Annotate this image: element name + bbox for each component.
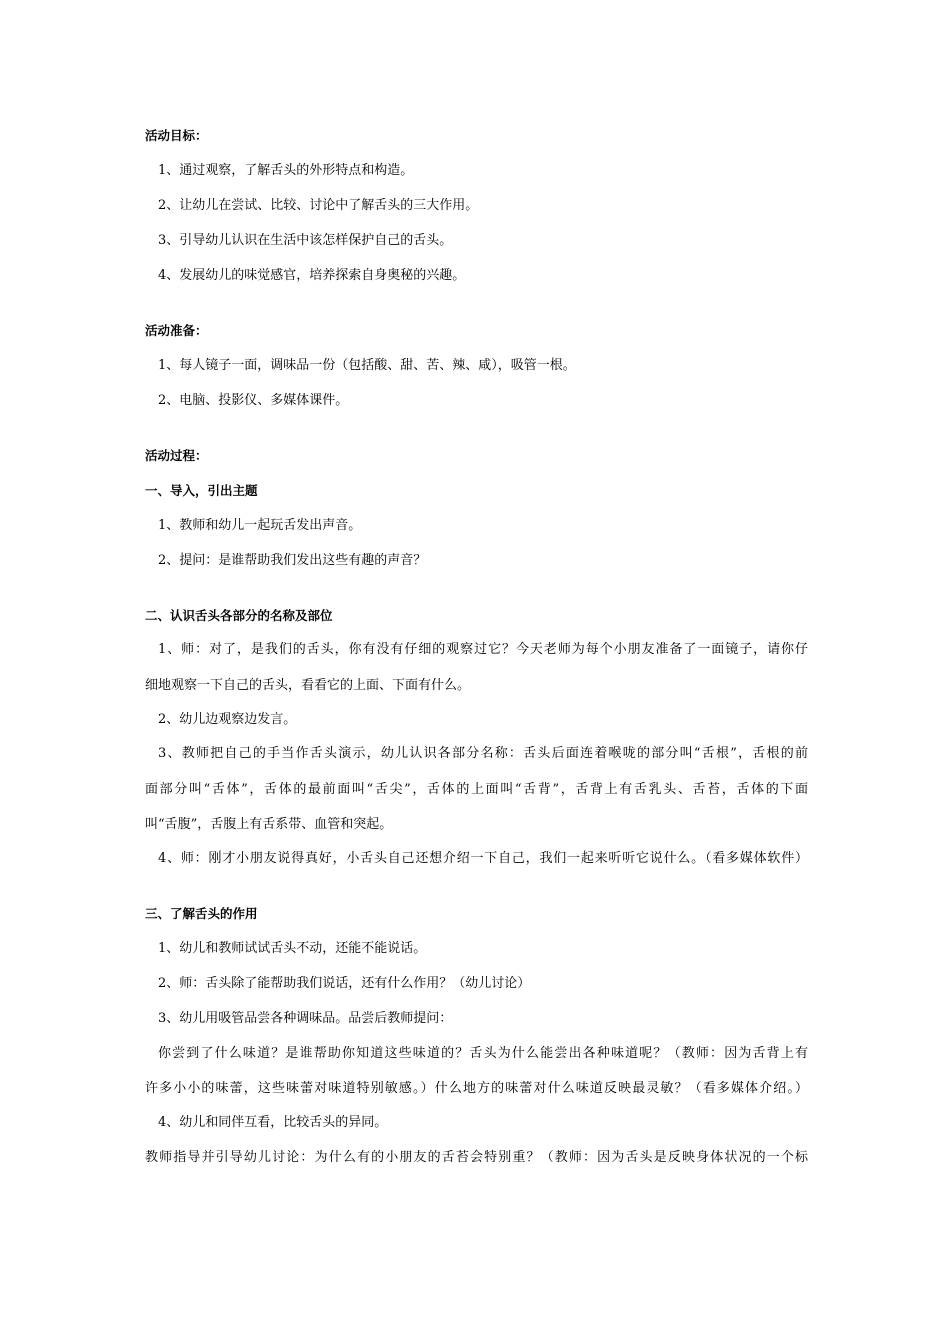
section-2-para-3-line-2: 面部分叫“舌体”，舌体的最前面叫“舌尖”，舌体的上面叫“舌背”，舌背上有舌乳头、舌苔，舌体的下面: [145, 782, 808, 797]
section-3-para-2: 2、师：舌头除了能帮助我们说话，还有什么作用？（幼儿讨论）: [158, 976, 531, 991]
section-2-para-4: 4、师：刚才小朋友说得真好，小舌头自己还想介绍一下自己，我们一起来听听它说什么。（看多媒体软件）: [158, 851, 808, 866]
section-1-item-2: 2、提问：是谁帮助我们发出这些有趣的声音？: [158, 553, 427, 568]
section-3-para-3: 3、幼儿用吸管品尝各种调味品。品尝后教师提问：: [158, 1011, 453, 1026]
section-3-para-5: 教师指导并引导幼儿讨论：为什么有的小朋友的舌苔会特别重？（教师：因为舌头是反映身体状况的一个标: [145, 1150, 808, 1165]
section-3-para-4: 4、幼儿和同伴互看，比较舌头的异同。: [158, 1115, 388, 1130]
section-3-question-line-1: 你尝到了什么味道？是谁帮助你知道这些味道的？舌头为什么能尝出各种味道呢？（教师：因为舌背上有: [158, 1046, 808, 1061]
goals-heading: 活动目标：: [145, 128, 208, 143]
prep-item-2: 2、电脑、投影仪、多媒体课件。: [158, 393, 349, 408]
goal-item-2: 2、让幼儿在尝试、比较、讨论中了解舌头的三大作用。: [158, 198, 479, 213]
section-1-item-1: 1、教师和幼儿一起玩舌发出声音。: [158, 518, 362, 533]
section-2-para-2: 2、幼儿边观察边发言。: [158, 712, 297, 727]
section-3-title: 三、了解舌头的作用: [145, 906, 258, 921]
section-1-title: 一、导入，引出主题: [145, 483, 258, 498]
section-2-para-3-line-1: 3、教师把自己的手当作舌头演示，幼儿认识各部分名称：舌头后面连着喉咙的部分叫“舌根”，舌根的前: [158, 746, 808, 761]
section-2-title: 二、认识舌头各部分的名称及部位: [145, 608, 333, 623]
section-2-para-1-line-1: 1、师：对了，是我们的舌头，你有没有仔细的观察过它？今天老师为每个小朋友准备了一面镜子，请你仔: [158, 642, 808, 657]
process-heading: 活动过程：: [145, 448, 208, 463]
prep-heading: 活动准备：: [145, 323, 208, 338]
section-3-para-1: 1、幼儿和教师试试舌头不动，还能不能说话。: [158, 941, 427, 956]
section-2-para-1-line-2: 细地观察一下自己的舌头，看看它的上面、下面有什么。: [145, 678, 471, 693]
prep-item-1: 1、每人镜子一面，调味品一份（包括酸、甜、苦、辣、咸），吸管一根。: [158, 358, 576, 373]
goal-item-1: 1、通过观察，了解舌头的外形特点和构造。: [158, 163, 414, 178]
goal-item-3: 3、引导幼儿认识在生活中该怎样保护自己的舌头。: [158, 233, 453, 248]
section-3-question-line-2: 许多小小的味蕾，这些味蕾对味道特别敏感。）什么地方的味蕾对什么味道反映最灵敏？（看多媒体介绍。）: [145, 1081, 808, 1096]
section-2-para-3-line-3: 叫“舌腹”，舌腹上有舌系带、血管和突起。: [145, 817, 393, 832]
goal-item-4: 4、发展幼儿的味觉感官，培养探索自身奥秘的兴趣。: [158, 268, 466, 283]
